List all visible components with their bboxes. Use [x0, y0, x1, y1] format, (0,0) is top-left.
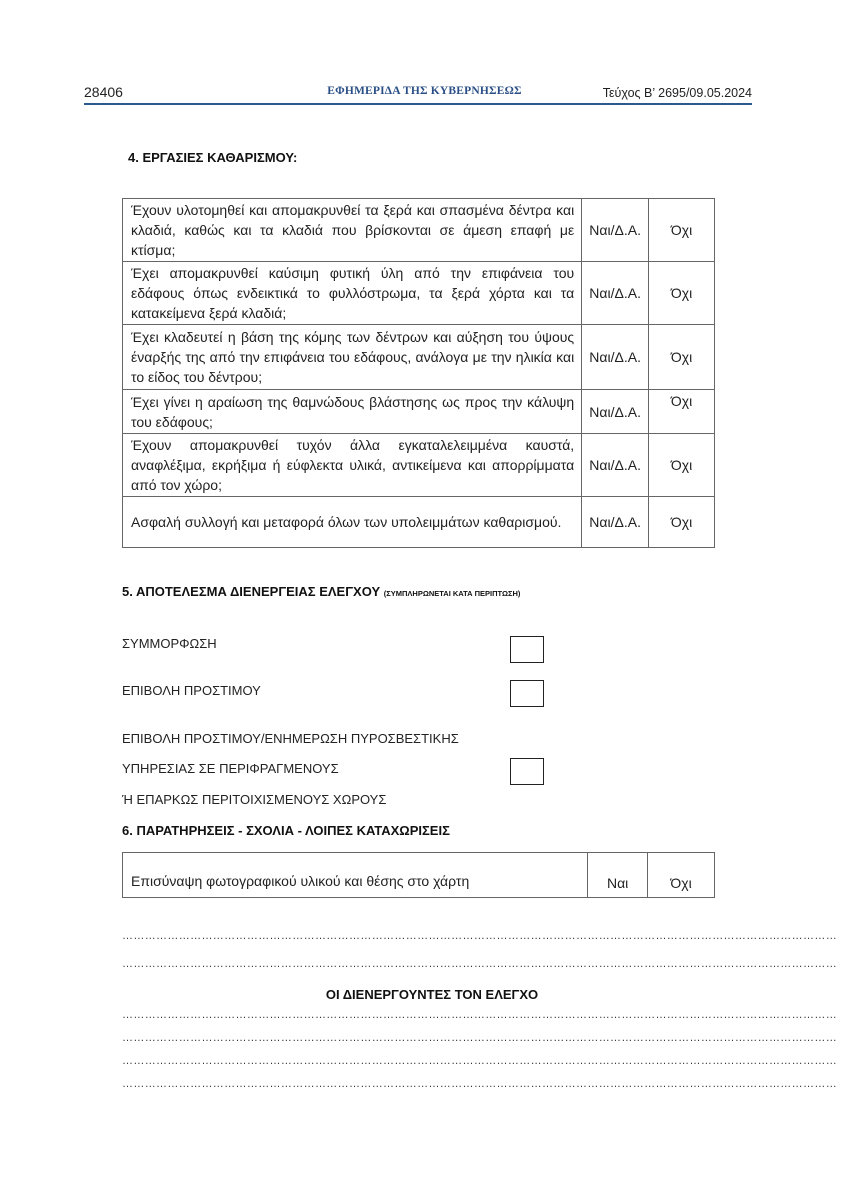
issue-info: Τεύχος Β’ 2695/09.05.2024	[602, 86, 752, 100]
no-option[interactable]: Όχι	[649, 199, 715, 262]
no-option[interactable]: Όχι	[649, 390, 715, 434]
task-description: Έχουν απομακρυνθεί τυχόν άλλα εγκαταλελειμμένα καυστά, αναφλέξιμα, εκρήξιμα ή εύφλεκτα υλικά, αντικείμενα και απορρίμματα από τον χώρο;	[123, 434, 582, 497]
no-option[interactable]: Όχι	[649, 434, 715, 497]
cleaning-tasks-table	[122, 198, 715, 548]
yes-na-option[interactable]: Ναι/Δ.Α.	[582, 497, 649, 548]
remarks-line[interactable]: ………………………………………………………………………………………………………………………………………………………………………	[122, 958, 838, 970]
fine-notify-checkbox[interactable]	[510, 758, 544, 785]
section-5-subtitle: (ΣΥΜΠΛΗΡΩΝΕΤΑΙ ΚΑΤΑ ΠΕΡΙΠΤΩΣΗ)	[383, 589, 521, 598]
task-description: Έχει απομακρυνθεί καύσιμη φυτική ύλη από την επιφάνεια του εδάφους όπως ενδεικτικά το φυλλόστρωμα, τα ξερά χόρτα και τα κατακείμενα ξερά κλαδιά;	[123, 262, 582, 325]
inspector-line[interactable]: ………………………………………………………………………………………………………………………………………………………………………	[122, 1055, 838, 1067]
page-number: 28406	[84, 84, 123, 100]
header-rule	[84, 103, 752, 105]
no-option[interactable]: Όχι	[648, 853, 715, 898]
section-5-title	[122, 584, 520, 599]
table-row	[123, 390, 715, 434]
option-compliance-label: ΣΥΜΜΟΡΦΩΣΗ	[122, 636, 217, 651]
yes-na-option[interactable]: Ναι/Δ.Α.	[582, 390, 649, 434]
task-description: Ασφαλή συλλογή και μεταφορά όλων των υπολειμμάτων καθαρισμού.	[123, 497, 582, 548]
task-description: Έχει κλαδευτεί η βάση της κόμης των δέντρων και αύξηση του ύψους έναρξής της από την επιφάνεια του εδάφους, ανάλογα με την ηλικία και το είδος του δέντρου;	[123, 325, 582, 390]
fine-checkbox[interactable]	[510, 680, 544, 707]
task-description: Έχουν υλοτομηθεί και απομακρυνθεί τα ξερά και σπασμένα δέντρα και κλαδιά, καθώς και τα κλαδιά που βρίσκονται σε άμεση επαφή με κτίσμα;	[123, 199, 582, 262]
inspectors-title: ΟΙ ΔΙΕΝΕΡΓΟΥΝΤΕΣ ΤΟΝ ΕΛΕΓΧΟ	[325, 987, 539, 1002]
yes-na-option[interactable]: Ναι/Δ.Α.	[582, 199, 649, 262]
table-row	[123, 325, 715, 390]
no-option[interactable]: Όχι	[649, 497, 715, 548]
section-4-title: 4. ΕΡΓΑΣΙΕΣ ΚΑΘΑΡΙΣΜΟΥ:	[128, 150, 298, 165]
inspector-line[interactable]: ………………………………………………………………………………………………………………………………………………………………………	[122, 1009, 838, 1021]
yes-option[interactable]: Ναι	[588, 853, 648, 898]
table-row	[123, 199, 715, 262]
table-row	[123, 262, 715, 325]
option-fine-notify-line3: Ή ΕΠΑΡΚΩΣ ΠΕΡΙΤΟΙΧΙΣΜΕΝΟΥΣ ΧΩΡΟΥΣ	[122, 792, 387, 807]
table-row	[123, 434, 715, 497]
option-fine-label: ΕΠΙΒΟΛΗ ΠΡΟΣΤΙΜΟΥ	[122, 683, 261, 698]
photo-attachment-label: Επισύναψη φωτογραφικού υλικού και θέσης στο χάρτη	[123, 853, 588, 898]
table-row	[123, 853, 715, 898]
no-option[interactable]: Όχι	[649, 325, 715, 390]
yes-na-option[interactable]: Ναι/Δ.Α.	[582, 262, 649, 325]
inspector-line[interactable]: ………………………………………………………………………………………………………………………………………………………………………	[122, 1078, 838, 1090]
section-5-heading: 5. ΑΠΟΤΕΛΕΣΜΑ ΔΙΕΝΕΡΓΕΙΑΣ ΕΛΕΓΧΟΥ	[122, 584, 381, 599]
remarks-line[interactable]: ………………………………………………………………………………………………………………………………………………………………………	[122, 930, 838, 942]
inspector-line[interactable]: ………………………………………………………………………………………………………………………………………………………………………	[122, 1032, 838, 1044]
no-option[interactable]: Όχι	[649, 262, 715, 325]
yes-na-option[interactable]: Ναι/Δ.Α.	[582, 325, 649, 390]
section-6-title: 6. ΠΑΡΑΤΗΡΗΣΕΙΣ - ΣΧΟΛΙΑ - ΛΟΙΠΕΣ ΚΑΤΑΧΩΡΙΣΕΙΣ	[122, 823, 450, 838]
photo-attachment-table	[122, 852, 715, 898]
compliance-checkbox[interactable]	[510, 636, 544, 663]
table-row	[123, 497, 715, 548]
task-description: Έχει γίνει η αραίωση της θαμνώδους βλάστησης ως προς την κάλυψη του εδάφους;	[123, 390, 582, 434]
option-fine-notify-line1: ΕΠΙΒΟΛΗ ΠΡΟΣΤΙΜΟΥ/ΕΝΗΜΕΡΩΣΗ ΠΥΡΟΣΒΕΣΤΙΚΗΣ	[122, 731, 459, 746]
publication-title: ΕΦΗΜΕΡΙΔΑ ΤΗΣ ΚΥΒΕΡΝΗΣΕΩΣ	[327, 85, 522, 97]
yes-na-option[interactable]: Ναι/Δ.Α.	[582, 434, 649, 497]
option-fine-notify-line2: ΥΠΗΡΕΣΙΑΣ ΣΕ ΠΕΡΙΦΡΑΓΜΕΝΟΥΣ	[122, 761, 339, 776]
